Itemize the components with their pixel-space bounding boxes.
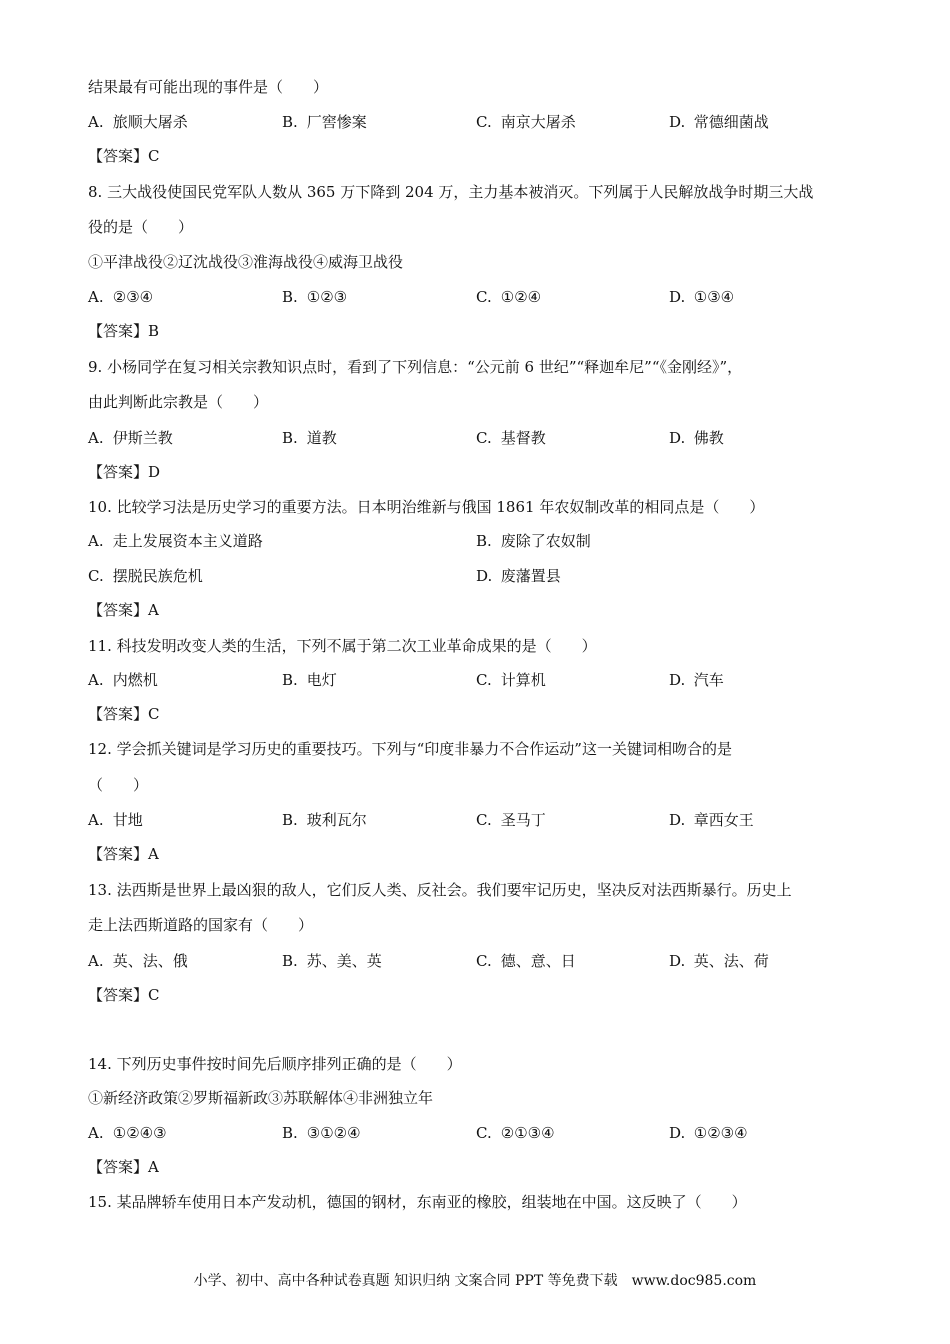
q15-stem: 15. 某品牌轿车使用日本产发动机，德国的钢材，东南亚的橡胶，组装地在中国。这反映了（ ） [88, 1193, 747, 1211]
q14-stem: 14. 下列历史事件按时间先后顺序排列正确的是（ ） [88, 1055, 462, 1073]
q14-option-a: A. ①②④③ [88, 1124, 167, 1142]
q7-option-c: C. 南京大屠杀 [476, 113, 576, 131]
q8-option-a: A. ②③④ [88, 288, 154, 306]
q13-answer: 【答案】C [88, 986, 160, 1004]
q9-option-a: A. 伊斯兰教 [88, 429, 173, 447]
q13-option-d: D. 英、法、荷 [669, 952, 769, 970]
q14-answer: 【答案】A [88, 1158, 159, 1176]
q13-option-a: A. 英、法、俄 [88, 952, 188, 970]
q12-answer: 【答案】A [88, 845, 159, 863]
q9-stem-line2: 由此判断此宗教是（ ） [88, 393, 269, 411]
q11-stem: 11. 科技发明改变人类的生活，下列不属于第二次工业革命成果的是（ ） [88, 637, 597, 655]
q8-items: ①平津战役②辽沈战役③淮海战役④威海卫战役 [88, 253, 404, 271]
page-footer: 小学、初中、高中各种试卷真题 知识归纳 文案合同 PPT 等免费下载 www.doc985.com [193, 1273, 757, 1289]
q8-answer: 【答案】B [88, 322, 160, 340]
q10-option-c: C. 摆脱民族危机 [88, 567, 203, 585]
q13-option-b: B. 苏、美、英 [282, 952, 382, 970]
q11-option-b: B. 电灯 [282, 671, 337, 689]
q14-option-d: D. ①②③④ [669, 1124, 748, 1142]
q12-option-a: A. 甘地 [88, 811, 143, 829]
q8-stem-line2: 役的是（ ） [88, 218, 194, 236]
q14-option-b: B. ③①②④ [282, 1124, 361, 1142]
q11-answer: 【答案】C [88, 705, 160, 723]
q7-option-d: D. 常德细菌战 [669, 113, 769, 131]
q10-option-a: A. 走上发展资本主义道路 [88, 532, 263, 550]
q13-option-c: C. 德、意、日 [476, 952, 576, 970]
q8-stem-line1: 8. 三大战役使国民党军队人数从 365 万下降到 204 万，主力基本被消灭。下列属于人民解放战争时期三大战 [88, 183, 814, 201]
q9-stem-line1: 9. 小杨同学在复习相关宗教知识点时，看到了下列信息：“公元前 6 世纪”“释迦牟尼”“《金刚经》”， [88, 358, 743, 376]
q11-option-d: D. 汽车 [669, 671, 724, 689]
q10-stem: 10. 比较学习法是历史学习的重要方法。日本明治维新与俄国 1861 年农奴制改革的相同点是（ ） [88, 498, 765, 516]
q12-stem-line2: （ ） [88, 776, 149, 794]
q9-option-d: D. 佛教 [669, 429, 724, 447]
q10-option-d: D. 废藩置县 [476, 567, 561, 585]
q8-option-c: C. ①②④ [476, 288, 542, 306]
q10-answer: 【答案】A [88, 601, 159, 619]
q7-stem: 结果最有可能出现的事件是（ ） [88, 78, 329, 96]
q8-option-b: B. ①②③ [282, 288, 348, 306]
q12-option-c: C. 圣马丁 [476, 811, 546, 829]
q12-stem-line1: 12. 学会抓关键词是学习历史的重要技巧。下列与“印度非暴力不合作运动”这一关键词相吻合的是 [88, 740, 732, 758]
q14-option-c: C. ②①③④ [476, 1124, 555, 1142]
q7-option-a: A. 旅顺大屠杀 [88, 113, 188, 131]
q11-option-a: A. 内燃机 [88, 671, 158, 689]
q12-option-b: B. 玻利瓦尔 [282, 811, 367, 829]
q10-option-b: B. 废除了农奴制 [476, 532, 591, 550]
q14-items: ①新经济政策②罗斯福新政③苏联解体④非洲独立年 [88, 1089, 434, 1107]
q8-option-d: D. ①③④ [669, 288, 735, 306]
q12-option-d: D. 章西女王 [669, 811, 754, 829]
q13-stem-line2: 走上法西斯道路的国家有（ ） [88, 916, 314, 934]
q7-option-b: B. 厂窖惨案 [282, 113, 367, 131]
q7-answer: 【答案】C [88, 147, 160, 165]
q9-option-c: C. 基督教 [476, 429, 546, 447]
q11-option-c: C. 计算机 [476, 671, 546, 689]
q9-option-b: B. 道教 [282, 429, 337, 447]
q9-answer: 【答案】D [88, 463, 161, 481]
q13-stem-line1: 13. 法西斯是世界上最凶狠的敌人，它们反人类、反社会。我们要牢记历史，坚决反对法西斯暴行。历史上 [88, 881, 792, 899]
